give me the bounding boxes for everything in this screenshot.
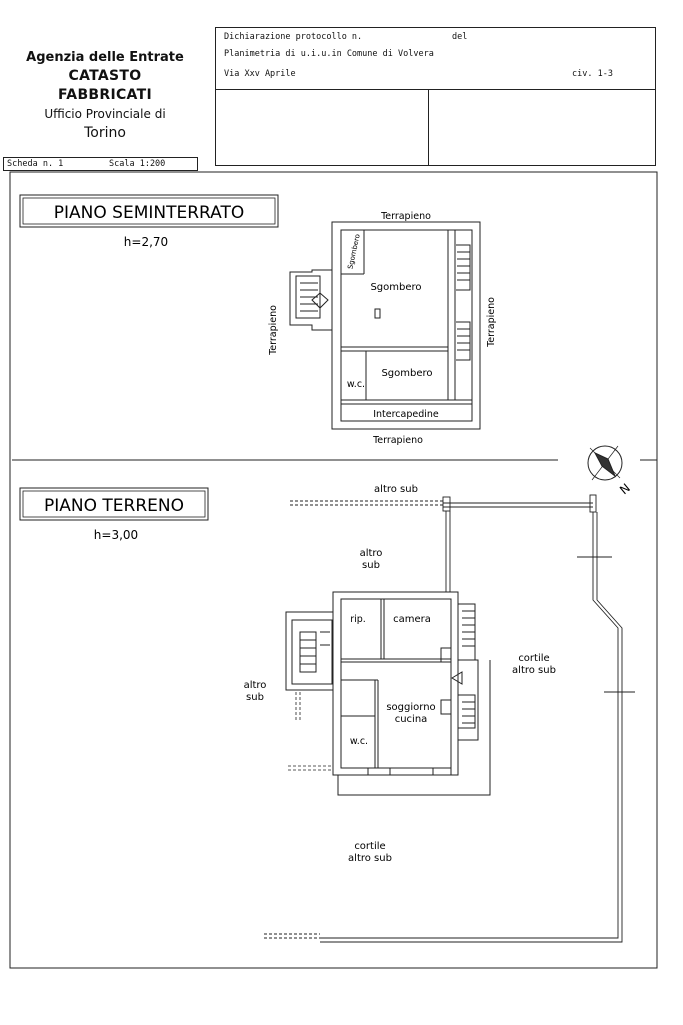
ground-altro-sub-left-line2: sub [246,692,264,703]
ground-room-rip: rip. [350,614,366,625]
basement-terrapieno-left: Terrapieno [268,305,279,355]
ground-cortile-right-line2: altro sub [512,665,556,676]
protocol-label: Dichiarazione protocollo n. [224,32,363,42]
del-label: del [452,32,468,42]
sheet-number: Scheda n. 1 [7,159,64,169]
ground-cortile-bottom-line1: cortile [354,841,386,852]
basement-room-sgombero-small: Sgombero [346,233,362,270]
basement-room-wc: w.c. [346,379,366,390]
civic-label: civ. 1-3 [572,69,613,79]
ground-height: h=3,00 [93,528,139,542]
office-city: Torino [84,125,126,141]
catasto-title: CATASTO FABBRICATI [58,68,152,103]
ground-room-cucina: cucina [394,714,428,725]
ground-room-soggiorno: soggiorno [386,702,436,713]
agency-name: Agenzia delle Entrate [26,50,184,65]
plan-label: Planimetria di u.i.u.in Comune di Volvera [224,49,434,59]
basement-height: h=2,70 [123,235,169,249]
basement-terrapieno-right: Terrapieno [486,297,497,347]
ground-title: PIANO TERRENO [44,496,184,516]
ground-boundaries [264,495,635,942]
basement-plan [290,222,480,429]
office-label: Ufficio Provinciale di [44,107,166,121]
basement-room-sgombero: Sgombero [370,282,422,293]
ground-altro-sub-left-line1: altro [243,680,267,691]
basement-terrapieno-top: Terrapieno [381,211,431,222]
ground-altro-sub-mid-line2: sub [362,560,380,571]
ground-room-camera: camera [393,614,431,625]
basement-room-intercapedine: Intercapedine [373,409,439,420]
ground-cortile-right-line1: cortile [518,653,550,664]
sheet-scale: Scala 1:200 [109,159,166,169]
ground-altro-sub-mid-line1: altro [359,548,383,559]
ground-plan [286,592,490,795]
basement-room-sgombero-lower: Sgombero [381,368,433,379]
north-arrow-icon [588,446,622,480]
ground-altro-sub-top: altro sub [374,484,418,495]
ground-cortile-bottom-line2: altro sub [348,853,392,864]
sheet-frame [10,172,657,968]
basement-terrapieno-bottom: Terrapieno [373,435,423,446]
basement-title: PIANO SEMINTERRATO [53,203,245,223]
compass-north-letter: N [617,480,633,498]
ground-room-wc: w.c. [349,736,369,747]
address-label: Via Xxv Aprile [224,69,296,79]
